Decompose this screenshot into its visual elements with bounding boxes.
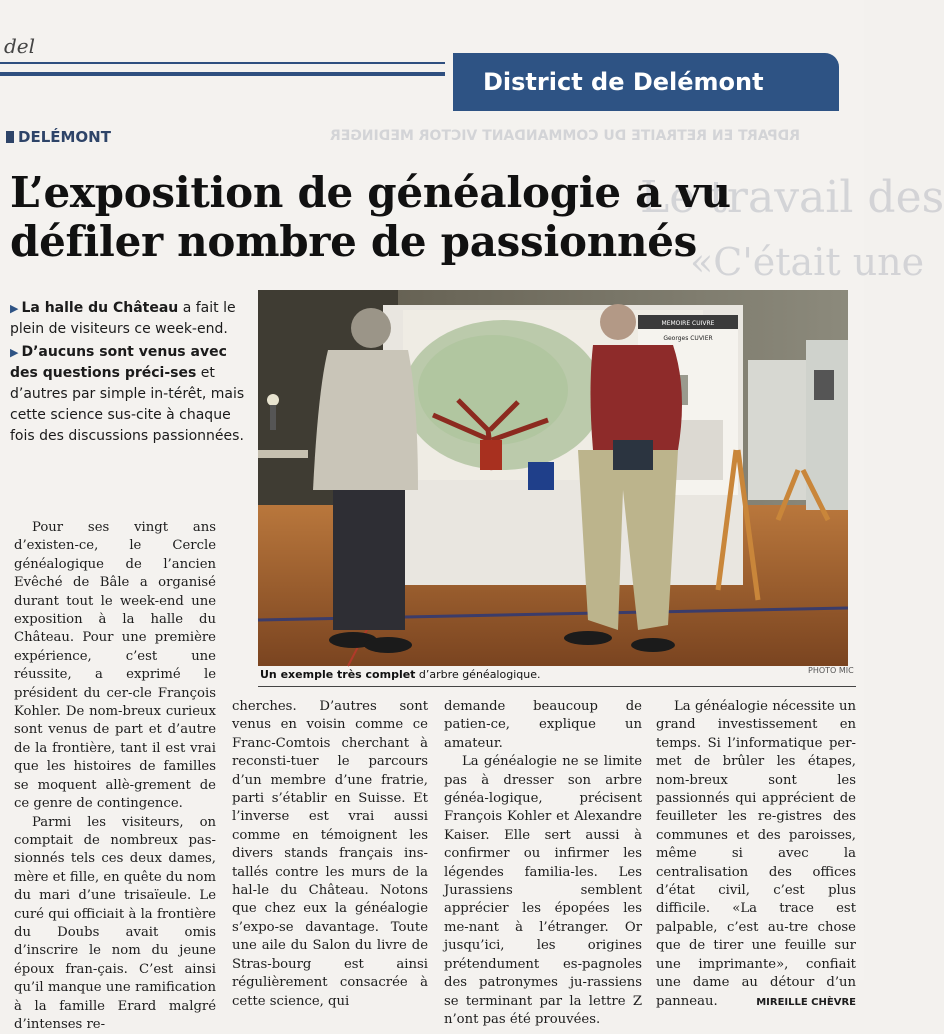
photo-credit: PHOTO MIC — [808, 666, 854, 675]
caption-rule — [258, 686, 856, 687]
author-signature: MIREILLE CHÈVRE — [656, 994, 856, 1012]
show-through-headline: Le travail des — [640, 172, 944, 223]
panel-title: MEMOIRE CUIVRE — [662, 320, 715, 327]
header-rule-thick — [0, 72, 445, 76]
body-paragraph: Parmi les visiteurs, on comptait de nombreux pas-sionnés tels ces deux dames, mère et fille, en quête du nom du mari d’une trisaïeule. Le curé qui officiait à la frontière du Doubs avait omis d’inscrire le nom du jeune époux fran-çais. C’est ainsi qu’il manque une ramification à la famille Erard malgré d’intenses re- — [14, 814, 216, 1034]
body-paragraph: La généalogie ne se limite pas à dresser son arbre généa-logique, précisent François Kohler et Alexandre Kaiser. Elle sert aussi à confirmer ou infirmer les légendes familia-les. Les Jurassiens semblent apprécier les épopées les me-nant à l’étranger. Or jusqu’ici, les origines prétendument es-pagnoles des patronymes ju-rassiens se terminant par la lettre Z n’ont pas été prouvées. — [444, 753, 642, 1029]
body-column-2 — [232, 698, 428, 1011]
triangle-bullet-icon: ▶ — [10, 302, 18, 315]
body-column-4 — [656, 698, 856, 1012]
headline-line-1: L’exposition de généalogie a vu — [10, 168, 830, 217]
exhibition-photo — [258, 290, 848, 666]
lead-item: ▶ La halle du Château a fait le plein de visiteurs ce week-end. — [10, 298, 248, 340]
location-kicker — [6, 128, 111, 146]
body-paragraph: cherches. D’autres sont venus en voisin comme ce Franc-Comtois cherchant à reconsti-tuer le parcours d’un membre d’une fratrie, parti s’établir en Suisse. Et l’inverse est vrai aussi comme en témoignent les divers stands français ins-tallés contre les murs de la hal-le du Château. Notons que chez eux la généalogie s’expo-se davantage. Toute une aile du Salon du livre de Stras-bourg est ainsi régulièrement consacrée à cette science, qui — [232, 698, 428, 1011]
article-photo — [258, 290, 848, 666]
section-banner: District de Delémont — [453, 53, 839, 111]
show-through-text: RDPART EN RETRAITE DU COMMANDANT VICTOR MEDINGER — [330, 128, 800, 144]
headline-line-2: défiler nombre de passionnés — [10, 217, 830, 266]
panel-subtitle: Georges CUVIER — [663, 335, 712, 342]
header-rule — [0, 62, 445, 64]
lead-item: ▶ D’aucuns sont venus avec des questions préci-ses et d’autres par simple in-térêt, mais cette science sus-cite à chaque fois des discussions passionnées. — [10, 342, 248, 447]
body-column-3 — [444, 698, 642, 1029]
body-paragraph: Pour ses vingt ans d’existen-ce, le Cercle généalogique de l’ancien Evêché de Bâle a organisé durant tout le week-end une exposition à la halle du Château. Pour une première expérience, c’est une réussite, a exprimé le président du cer-cle François Kohler. De nom-breux curieux sont venus de part et d’autre de la frontière, tant il est vrai que les histoires de familles se moquent allè-grement de ce genre de contingence. — [14, 519, 216, 814]
triangle-bullet-icon: ▶ — [10, 346, 18, 359]
body-paragraph: La généalogie nécessite un grand investissement en temps. Si l’informatique per-met de brûler les étapes, nom-breux sont les passionnés qui apprécient de feuilleter les re-gistres des communes et des paroisses, même si avec la centralisation des offices d’état civil, c’est plus difficile. «La trace est palpable, c’est au-tre chose que de tirer une feuille sur une imprimante», confiait une dame au détour d’un panneau. — [656, 698, 856, 1011]
emblem-icon — [528, 462, 554, 490]
article-headline — [10, 168, 830, 266]
kicker-text: DELÉMONT — [18, 128, 111, 146]
margin-note: del — [4, 34, 35, 58]
body-paragraph: demande beaucoup de patien-ce, explique un amateur. — [444, 698, 642, 753]
photo-caption: Un exemple très complet d’arbre généalogique. — [260, 668, 540, 681]
body-column-1 — [14, 519, 216, 1034]
article-lead — [10, 298, 248, 449]
show-through-headline-2: «C'était une — [690, 240, 924, 284]
kicker-square-icon — [6, 131, 14, 143]
